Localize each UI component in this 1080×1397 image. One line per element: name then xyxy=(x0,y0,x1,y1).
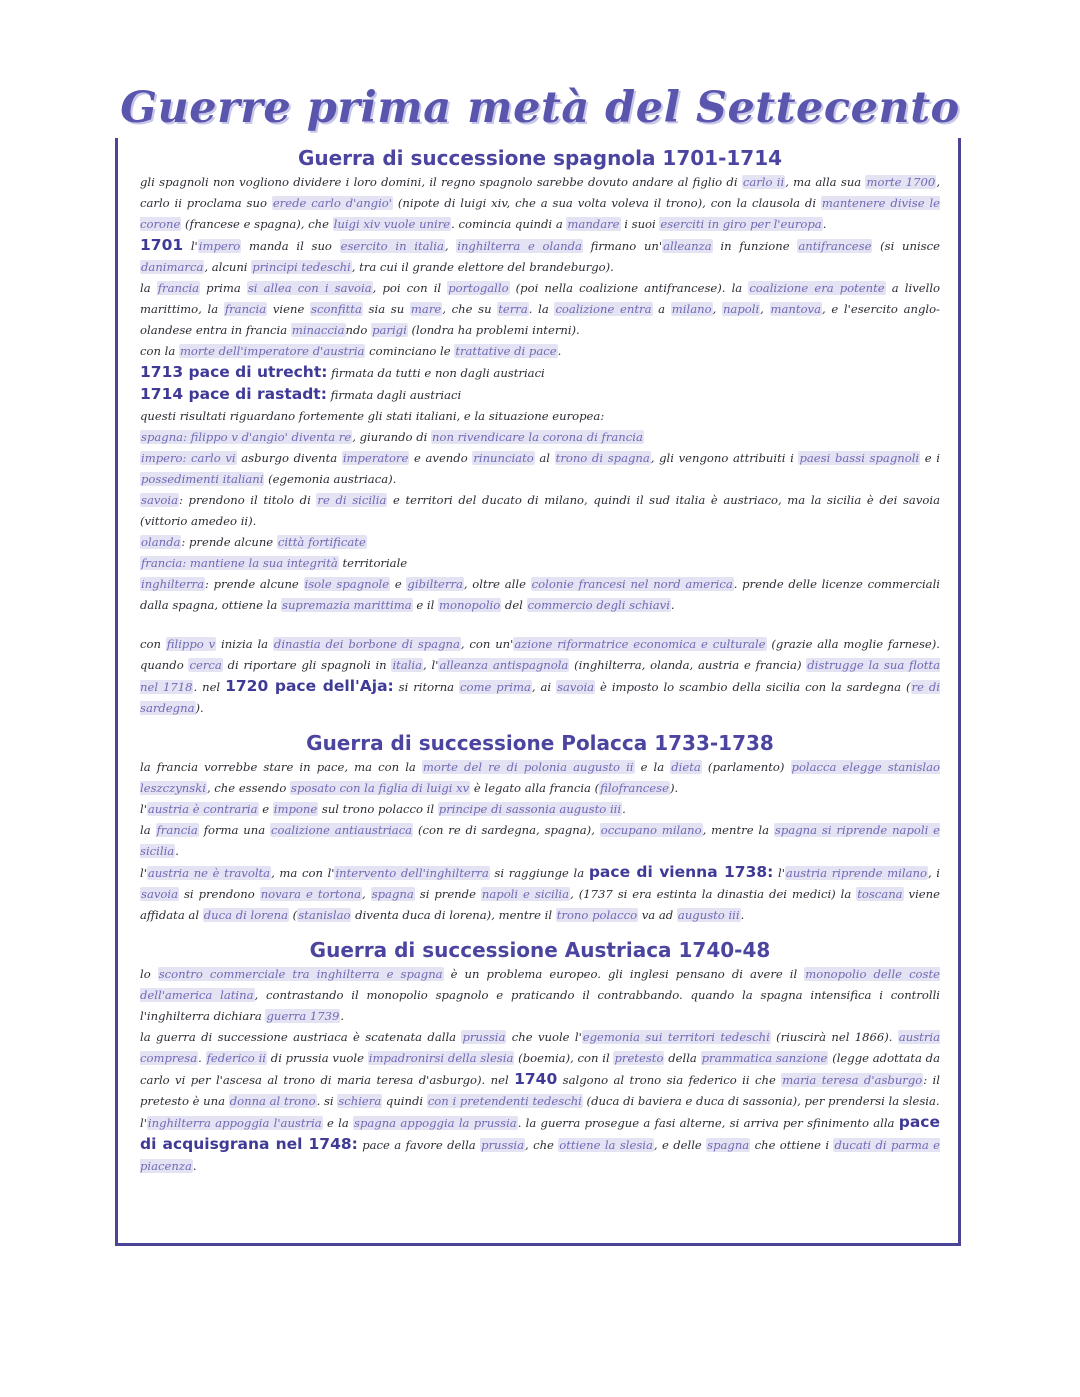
text-run: firmano un' xyxy=(582,239,663,253)
text-run: e la xyxy=(634,760,671,774)
highlighted-text: morte dell'imperatore d'austria xyxy=(179,344,365,358)
highlighted-text: spagna xyxy=(707,1138,750,1152)
text-run: del xyxy=(501,598,527,612)
text-run: prima xyxy=(200,281,247,295)
spacer xyxy=(140,616,940,634)
highlighted-text: spagna appoggia la prussia xyxy=(354,1116,517,1130)
text-run: al xyxy=(534,451,555,465)
text-run: , tra cui il grande elettore del brandeburgo). xyxy=(351,260,614,274)
text-run: , xyxy=(712,302,722,316)
text-run: che ottiene i xyxy=(750,1138,834,1152)
text-run: , che xyxy=(525,1138,559,1152)
text-run: , contrastando il monopolio spagnolo e praticando il contrabbando. quando la spagna intensifica i controlli l'inghilterra dichiara xyxy=(140,988,940,1023)
highlighted-text: paesi bassi spagnoli xyxy=(799,451,920,465)
highlighted-text: re di sardegna xyxy=(140,680,941,715)
text-run: . xyxy=(622,802,626,816)
text-run: asburgo diventa xyxy=(236,451,342,465)
spacer xyxy=(140,719,940,729)
highlighted-text: esercito in italia xyxy=(340,239,444,253)
text-run: viene xyxy=(267,302,310,316)
highlighted-text: mantova xyxy=(770,302,822,316)
highlighted-text: commercio degli schiavi xyxy=(527,598,670,612)
highlighted-text: austria compresa xyxy=(140,1030,940,1065)
text-run: (si unisce xyxy=(872,239,940,253)
paragraph xyxy=(140,1112,940,1177)
text-run: (legge adottata da carlo vi per l'ascesa al trono di maria teresa d'asburgo). nel xyxy=(140,1051,940,1087)
highlighted-text: olanda xyxy=(141,535,181,549)
text-run: con xyxy=(140,637,166,651)
text-run: (nipote di luigi xiv, che a sua volta voleva il trono), con la clausola di xyxy=(392,196,821,210)
text-run: la guerra di successione austriaca è scatenata dalla xyxy=(140,1030,462,1044)
text-run: . xyxy=(198,1051,206,1065)
highlighted-text: erede carlo d'angio' xyxy=(272,196,392,210)
highlighted-text: filippo v xyxy=(166,637,216,651)
highlighted-text: dinastia dei borbone di spagna xyxy=(273,637,460,651)
text-run: . nel xyxy=(193,680,226,694)
highlighted-text: impone xyxy=(273,802,318,816)
highlighted-text: egemonia sui territori tedeschi xyxy=(582,1030,770,1044)
highlighted-text: parigi xyxy=(372,323,407,337)
text-run: (con re di sardegna, spagna), xyxy=(413,823,600,837)
highlighted-text: trono di spagna xyxy=(555,451,650,465)
section-title-austrian-succession: Guerra di successione Austriaca 1740-48 xyxy=(309,938,771,962)
text-run: : il pretesto è una xyxy=(140,1073,940,1108)
text-run: l' xyxy=(183,239,198,253)
highlighted-text: azione riformatrice economica e culturale xyxy=(514,637,766,651)
highlighted-text: schiera xyxy=(338,1094,382,1108)
text-run: . la guerra prosegue a fasi alterne, si arriva per sfinimento alla xyxy=(517,1116,899,1130)
text-run: che vuole l' xyxy=(506,1030,582,1044)
highlighted-text: carlo ii xyxy=(742,175,785,189)
text-run: e il xyxy=(412,598,438,612)
highlighted-text: impero xyxy=(198,239,241,253)
highlighted-text: francia xyxy=(157,281,200,295)
text-run: (parlamento) xyxy=(701,760,791,774)
spacer xyxy=(140,926,940,936)
page-title: Guerre prima metà del Settecento xyxy=(106,78,974,138)
highlighted-text: si allea con i savoia xyxy=(247,281,372,295)
highlighted-text: coalizione era potente xyxy=(749,281,885,295)
highlighted-text: colonie francesi nel nord america xyxy=(531,577,733,591)
highlighted-text: principi tedeschi xyxy=(252,260,351,274)
text-run: si prende xyxy=(414,887,481,901)
highlighted-text: terra xyxy=(498,302,528,316)
text-run: e territori del ducato di milano, quindi il sud italia è austriaco, ma la sicilia è dei savoia (vittorio amedeo ii). xyxy=(140,493,940,528)
text-run: a xyxy=(652,302,671,316)
highlighted-text: antifrancese xyxy=(798,239,872,253)
text-run: , ma alla sua xyxy=(785,175,866,189)
text-run: territoriale xyxy=(338,556,408,570)
text-run: , xyxy=(760,302,770,316)
text-run: la xyxy=(140,823,156,837)
text-run: , gli vengono attribuiti i xyxy=(650,451,799,465)
highlighted-text: francia xyxy=(224,302,267,316)
highlighted-text: morte del re di polonia augusto ii xyxy=(422,760,634,774)
highlighted-text: portogallo xyxy=(448,281,509,295)
highlighted-text: spagna: filippo v d'angio' diventa re xyxy=(141,430,352,444)
text-run: . xyxy=(670,598,675,612)
highlighted-text: coalizione antiaustriaca xyxy=(271,823,413,837)
text-run: e xyxy=(390,577,407,591)
text-run: . prende delle licenze commerciali dalla spagna, ottiene la xyxy=(140,577,940,612)
text-run: (egemonia austriaca). xyxy=(264,472,397,486)
highlighted-text: inghilterra xyxy=(141,577,204,591)
text-run: (londra ha problemi interni). xyxy=(407,323,580,337)
highlighted-text: guerra 1739 xyxy=(266,1009,340,1023)
highlighted-text: scontro commerciale tra inghilterra e spagna xyxy=(158,967,443,981)
text-run: è un problema europeo. gli inglesi pensano di avere il xyxy=(443,967,805,981)
text-run: (duca di baviera e duca di sassonia), per prendersi la slesia. xyxy=(582,1094,940,1108)
key-date: 1720 pace dell'Aja: xyxy=(225,677,394,695)
highlighted-text: savoia xyxy=(141,887,179,901)
highlighted-text: cerca xyxy=(189,658,222,672)
paragraph xyxy=(140,862,940,926)
highlighted-text: trono polacco xyxy=(556,908,638,922)
text-run: i suoi xyxy=(620,217,660,231)
highlighted-text: monopolio xyxy=(439,598,501,612)
text-run: quindi xyxy=(382,1094,427,1108)
text-run: sia su xyxy=(362,302,410,316)
highlighted-text: novara e tortona xyxy=(260,887,362,901)
text-run: , i xyxy=(927,866,940,880)
highlighted-text: spagna xyxy=(371,887,414,901)
text-run: manda il suo xyxy=(241,239,340,253)
title-wrap xyxy=(0,78,1080,138)
text-run: (riuscirà nel 1866). xyxy=(770,1030,898,1044)
text-run: forma una xyxy=(198,823,270,837)
text-run: . si xyxy=(316,1094,338,1108)
text-run: . xyxy=(340,1009,345,1023)
text-run: va ad xyxy=(638,908,677,922)
highlighted-text: toscana xyxy=(857,887,903,901)
highlighted-text: austria ne è travolta xyxy=(147,866,271,880)
text-run: gli spagnoli non vogliono dividere i loro domini, il regno spagnolo sarebbe dovuto andare al figlio di xyxy=(140,175,742,189)
highlighted-text: gibilterra xyxy=(407,577,463,591)
paragraph xyxy=(140,757,940,799)
text-run: a livello marittimo, la xyxy=(140,281,941,316)
text-run: . xyxy=(175,844,179,858)
text-run: ( xyxy=(289,908,298,922)
text-run: . comincia quindi a xyxy=(451,217,567,231)
highlighted-text: distrugge la sua flotta nel 1718 xyxy=(140,658,940,694)
highlighted-text: principe di sassonia augusto iii xyxy=(438,802,622,816)
text-run: ). xyxy=(195,701,204,715)
text-run: la xyxy=(140,281,157,295)
paragraph xyxy=(140,964,940,1027)
paragraph xyxy=(140,490,940,532)
highlighted-text: savoia xyxy=(557,680,595,694)
text-run: ndo xyxy=(345,323,372,337)
highlighted-text: sposato con la figlia di luigi xv xyxy=(291,781,470,795)
highlighted-text: stanislao xyxy=(298,908,351,922)
text-run: questi risultati riguardano fortemente gli stati italiani, e la situazione europea: xyxy=(140,409,605,423)
highlighted-text: trattative di pace xyxy=(455,344,557,358)
text-run: (poi nella coalizione antifrancese). la xyxy=(509,281,749,295)
text-run: viene affidata al xyxy=(140,887,940,922)
text-run: di prussia vuole xyxy=(266,1051,368,1065)
paragraph xyxy=(140,406,940,427)
text-run: , oltre alle xyxy=(463,577,531,591)
highlighted-text: savoia xyxy=(141,493,179,507)
highlighted-text: coalizione entra xyxy=(555,302,652,316)
text-run: , xyxy=(362,887,371,901)
text-run: è imposto lo scambio della sicilia con la sardegna ( xyxy=(595,680,911,694)
text-run: : prendono il titolo di xyxy=(179,493,317,507)
text-run: la francia vorrebbe stare in pace, ma con la xyxy=(140,760,422,774)
highlighted-text: morte 1700 xyxy=(866,175,936,189)
text-run: . xyxy=(822,217,827,231)
key-date: pace di acquisgrana nel 1748: xyxy=(140,1113,940,1153)
highlighted-text: luigi xiv vuole unire xyxy=(333,217,451,231)
highlighted-text: come prima xyxy=(460,680,531,694)
key-date: 1714 pace di rastadt: xyxy=(140,385,327,403)
highlighted-text: maria teresa d'asburgo xyxy=(782,1073,923,1087)
text-run: (francese e spagna), che xyxy=(181,217,333,231)
key-date: pace di vienna 1738: xyxy=(588,863,774,881)
text-run: firmata dagli austriaci xyxy=(326,388,462,402)
highlighted-text: monopolio delle coste dell'america latina xyxy=(140,967,941,1002)
text-run: diventa duca di lorena), mentre il xyxy=(351,908,556,922)
highlighted-text: ottiene la slesia xyxy=(559,1138,653,1152)
highlighted-text: impadronirsi della slesia xyxy=(368,1051,514,1065)
text-run: , (1737 si era estinta la dinastia dei medici) la xyxy=(570,887,857,901)
paragraph xyxy=(140,574,940,616)
highlighted-text: napoli xyxy=(722,302,760,316)
highlighted-text: prammatica sanzione xyxy=(701,1051,828,1065)
key-date: 1740 xyxy=(514,1070,558,1088)
paragraph xyxy=(140,634,940,719)
text-run: cominciano le xyxy=(365,344,455,358)
text-run: . xyxy=(740,908,745,922)
text-run: , l' xyxy=(423,658,439,672)
highlighted-text: con i pretendenti tedeschi xyxy=(427,1094,582,1108)
text-run: si ritorna xyxy=(393,680,460,694)
key-date: 1701 xyxy=(140,236,184,254)
paragraph xyxy=(140,427,940,448)
highlighted-text: mantenere divise le corone xyxy=(140,196,941,231)
highlighted-text: isole spagnole xyxy=(304,577,390,591)
highlighted-text: inghilterra e olanda xyxy=(457,239,582,253)
text-run: con la xyxy=(140,344,179,358)
highlighted-text: polacca elegge stanislao leszczynski xyxy=(140,760,941,795)
paragraph xyxy=(140,278,940,341)
text-run: , carlo ii proclama suo xyxy=(140,175,940,210)
highlighted-text: alleanza xyxy=(663,239,712,253)
text-run: sul trono polacco il xyxy=(318,802,438,816)
text-run: , con un' xyxy=(460,637,514,651)
notes-content xyxy=(140,144,940,1177)
text-run: , poi con il xyxy=(372,281,448,295)
text-run: ). xyxy=(669,781,679,795)
highlighted-text: eserciti in giro per l'europa xyxy=(660,217,822,231)
highlighted-text: milano xyxy=(671,302,712,316)
highlighted-text: possedimenti italiani xyxy=(141,472,264,486)
highlighted-text: pretesto xyxy=(614,1051,664,1065)
text-run: pace a favore della xyxy=(357,1138,481,1152)
text-run: si prendono xyxy=(179,887,260,901)
text-run: , che essendo xyxy=(206,781,290,795)
paragraph xyxy=(140,799,940,820)
paragraph xyxy=(140,553,940,574)
paragraph xyxy=(140,362,940,384)
highlighted-text: spagna si riprende napoli e sicilia xyxy=(140,823,941,858)
text-run: . la xyxy=(528,302,555,316)
text-run: , ai xyxy=(531,680,557,694)
highlighted-text: occupano milano xyxy=(600,823,702,837)
text-run: firmata da tutti e non dagli austriaci xyxy=(327,366,545,380)
text-run: e avendo xyxy=(409,451,473,465)
paragraph xyxy=(140,384,940,406)
paragraph xyxy=(140,532,940,553)
paragraph xyxy=(140,341,940,362)
paragraph xyxy=(140,448,940,490)
text-run: è legato alla francia ( xyxy=(470,781,600,795)
paragraph xyxy=(140,235,940,278)
text-run: (inghilterra, olanda, austria e francia) xyxy=(569,658,807,672)
text-run: , e delle xyxy=(653,1138,707,1152)
highlighted-text: austria è contraria xyxy=(147,802,258,816)
text-run: , ma con l' xyxy=(271,866,335,880)
highlighted-text: prussia xyxy=(481,1138,525,1152)
highlighted-text: prussia xyxy=(462,1030,506,1044)
text-run: l' xyxy=(140,866,147,880)
highlighted-text: augusto iii xyxy=(677,908,740,922)
highlighted-text: rinunciato xyxy=(473,451,534,465)
text-run: l' xyxy=(773,866,785,880)
text-run: inizia la xyxy=(216,637,273,651)
text-run: (boemia), con il xyxy=(514,1051,614,1065)
text-run: in funzione xyxy=(712,239,798,253)
section-title-spanish-succession: Guerra di successione spagnola 1701-1714 xyxy=(297,146,783,170)
text-run: di riportare gli spagnoli in xyxy=(222,658,392,672)
highlighted-text: dieta xyxy=(671,760,701,774)
highlighted-text: ducati di parma e piacenza xyxy=(140,1138,940,1173)
text-run: (grazie alla moglie farnese). quando xyxy=(140,637,940,672)
text-run: lo xyxy=(140,967,158,981)
highlighted-text: mandare xyxy=(567,217,620,231)
text-run: si raggiunge la xyxy=(489,866,589,880)
highlighted-text: re di sicilia xyxy=(317,493,387,507)
highlighted-text: francia xyxy=(156,823,198,837)
highlighted-text: città fortificate xyxy=(277,535,366,549)
text-run: e xyxy=(258,802,273,816)
text-run: della xyxy=(664,1051,701,1065)
highlighted-text: napoli e sicilia xyxy=(481,887,570,901)
text-run: . xyxy=(192,1159,197,1173)
highlighted-text: inghilterra appoggia l'austria xyxy=(147,1116,322,1130)
paragraph xyxy=(140,1027,940,1112)
highlighted-text: intervento dell'inghilterra xyxy=(335,866,489,880)
paragraph xyxy=(140,820,940,862)
highlighted-text: duca di lorena xyxy=(203,908,288,922)
highlighted-text: austria riprende milano xyxy=(785,866,927,880)
text-run: , che su xyxy=(442,302,498,316)
text-run: , alcuni xyxy=(204,260,252,274)
text-run: l' xyxy=(140,802,147,816)
text-run: e i xyxy=(920,451,940,465)
text-run: , giurando di xyxy=(352,430,432,444)
highlighted-text: impero: carlo vi xyxy=(141,451,236,465)
highlighted-text: minaccia xyxy=(291,323,345,337)
text-run: e la xyxy=(322,1116,354,1130)
highlighted-text: danimarca xyxy=(141,260,204,274)
text-run: , xyxy=(444,239,457,253)
text-run: . xyxy=(557,344,562,358)
text-run: salgono al trono sia federico ii che xyxy=(557,1073,782,1087)
key-date: 1713 pace di utrecht: xyxy=(140,363,328,381)
text-run: l' xyxy=(140,1116,147,1130)
highlighted-text: filofrancese xyxy=(600,781,669,795)
highlighted-text: sconfitta xyxy=(311,302,362,316)
highlighted-text: alleanza antispagnola xyxy=(439,658,569,672)
section-title-polish-succession: Guerra di successione Polacca 1733-1738 xyxy=(306,731,774,755)
highlighted-text: italia xyxy=(392,658,423,672)
highlighted-text: supremazia marittima xyxy=(282,598,412,612)
highlighted-text: mare xyxy=(410,302,442,316)
highlighted-text: francia: mantiene la sua integrità xyxy=(141,556,338,570)
text-run: : prende alcune xyxy=(181,535,277,549)
highlighted-text: imperatore xyxy=(342,451,409,465)
paragraph xyxy=(140,172,940,235)
highlighted-text: federico ii xyxy=(206,1051,266,1065)
highlighted-text: donna al trono xyxy=(229,1094,316,1108)
text-run: , e l'esercito anglo-olandese entra in francia xyxy=(140,302,940,337)
text-run: : prende alcune xyxy=(205,577,304,591)
text-run: , mentre la xyxy=(702,823,774,837)
highlighted-text: non rivendicare la corona di francia xyxy=(432,430,643,444)
